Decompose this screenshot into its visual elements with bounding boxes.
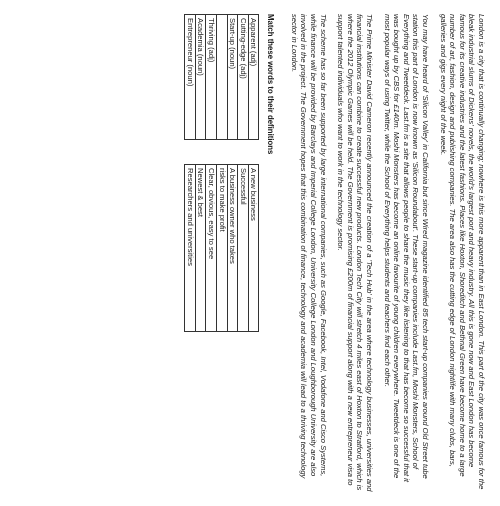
table-row (206, 15, 217, 332)
definition-cell: Clear, obvious, easy to see (206, 165, 217, 332)
paragraph-tech-hub: The Prime Minister David Cameron recently announced the creation of a 'Tech Hub' in the area where technology businesses, universities and financial institutions can combine to create successful new products. London Tech City will stretch 4 miles east of Hoxton to Stratford, which is where the 2012 Olympic Games will be held. The Government is promising £200m of financial support along with a new entrepreneur visa to support talented individuals who want to work in the technology sector. (336, 14, 375, 492)
paragraph-east-london: London is a city that is continually changing; nowhere is this more apparent than in East London. This part of the city was once famous for the bleak industrial slums of Dickens' novels, the world's largest port and heavy industry. All this is gone now and East London has become famous for its creative industries and the latest fashions. Places like Hoxton, Shoreditch and Bethnal Green have become home to a large number of art, fashion, design and publishing companies. The area also has the cutting edge of London nightlife with many clubs, bars, galleries and gigs every night of the week. (438, 14, 486, 490)
word-cell: Apparent (adj) (248, 15, 259, 140)
word-cell: Cutting-edge (adj) (238, 15, 249, 140)
word-cell: Start-up (noun) (227, 15, 238, 140)
table-row (227, 15, 238, 332)
table-row (185, 15, 196, 332)
word-cell (216, 15, 227, 140)
definition-cell: Newest & best (195, 165, 206, 332)
definition-cell: risks to make profit (216, 165, 227, 332)
paragraph-scheme-support: The scheme has so far been supported by large international companies, such as Google, Facebook, Intel, Vodafone and Cisco Systems, while finance will be provided by Barclays and Imperial College London, University College London and Loughborough University are also involved in the project. The Government hopes that this combination of finance, technology and academia will lead to a thriving technology sector in London. (289, 14, 328, 479)
table-row (238, 15, 249, 332)
definition-cell: Successful (238, 165, 249, 332)
definition-cell: A business owner who takes (227, 165, 238, 332)
word-cell: Entrepreneur (noun) (185, 15, 196, 140)
definition-cell: A new business (248, 165, 259, 332)
matching-task-title: Match these words to their definitions (266, 14, 276, 155)
word-cell: Thriving (adj) (206, 15, 217, 140)
matching-table (184, 14, 259, 332)
word-cell: Academia (noun) (195, 15, 206, 140)
definition-cell: Researchers and universities (185, 165, 196, 332)
table-row (195, 15, 206, 332)
table-row (248, 15, 259, 332)
paragraph-silicon-roundabout: You may have heard of 'Silicon Valley' in California but since Wired magazine identified 85 tech start-up companies around Old Street tube station this part of London is now known as 'Silicon Roundabout'. These start-up companies include Last.fm, Moshi Monsters, School of Everything and Tweetdeck. Last.fm is a site that allows people to share the music they like listening to that has become so successful that it was bought up by CBS for £140m. Moshi Monsters has become an online favourite of young children everywhere. Tweetdeck is one of the most popular ways of using Twitter, while the School of Everything helps students and teachers find each other. (382, 14, 431, 482)
table-row (216, 15, 227, 332)
